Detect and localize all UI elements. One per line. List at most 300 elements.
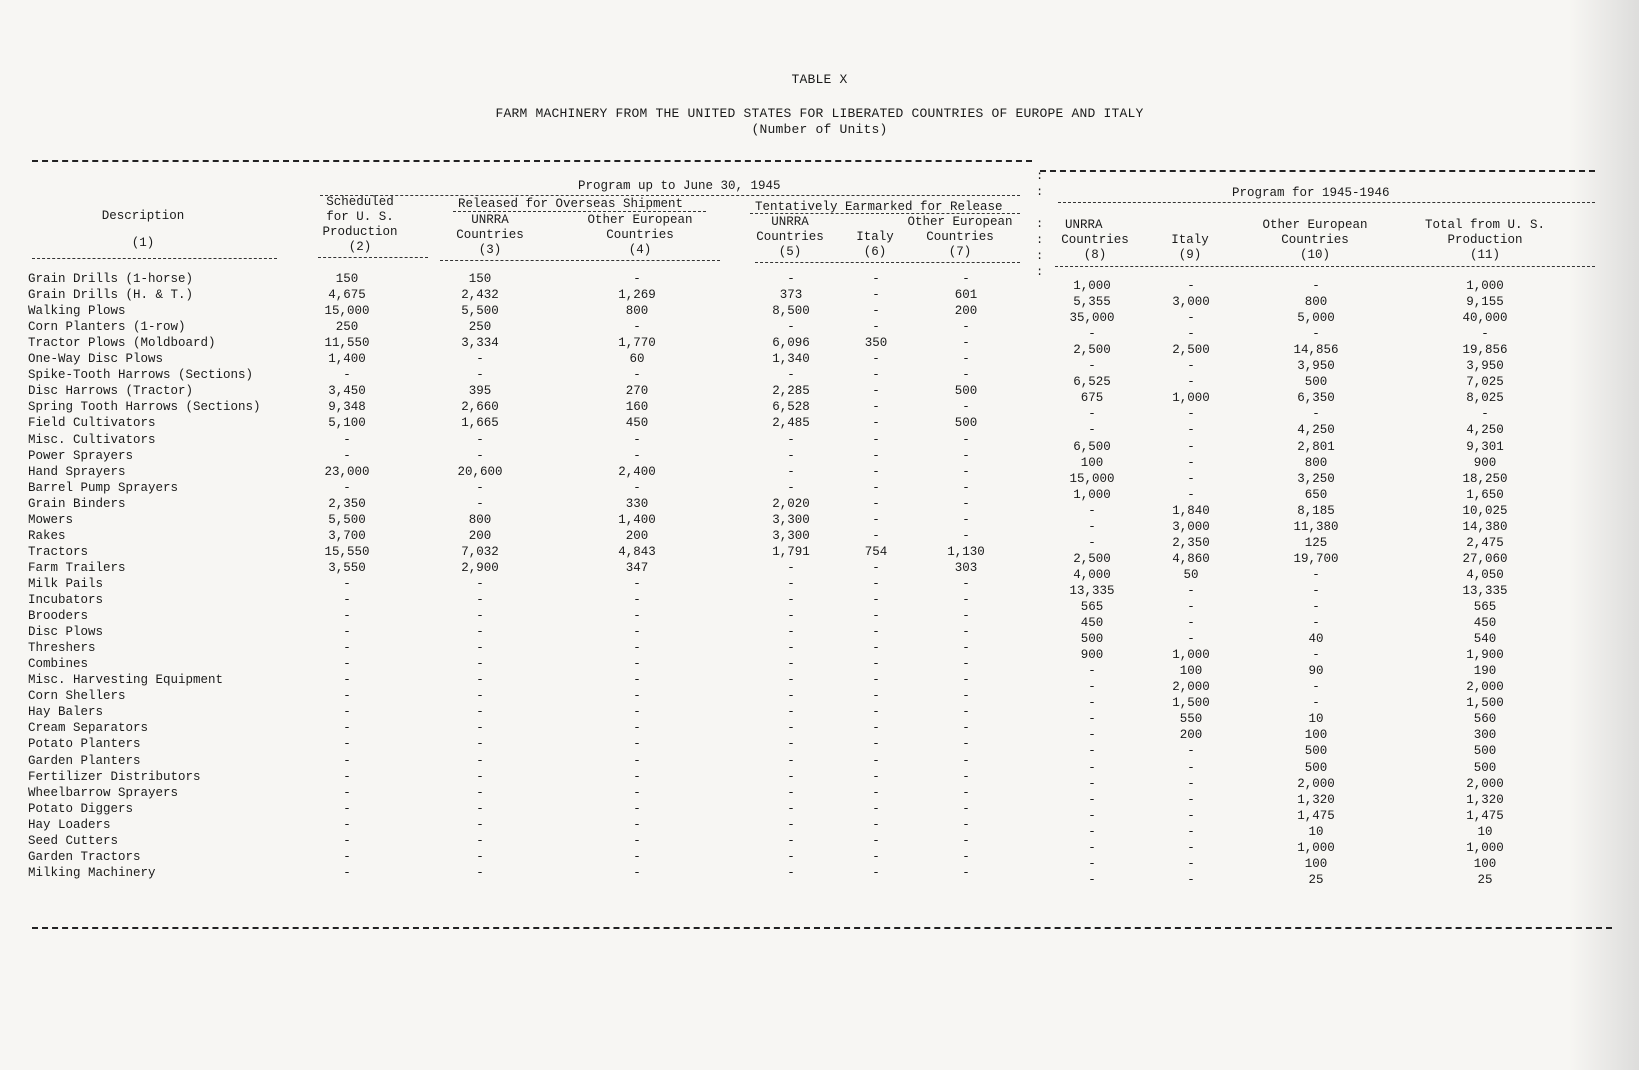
- row-cell-col-7: -: [962, 865, 970, 880]
- row-cell-col-5: 1,791: [772, 544, 810, 559]
- row-description: Disc Harrows (Tractor): [28, 384, 194, 399]
- row-cell-col-8: 900: [1080, 648, 1104, 663]
- row-cell-col-5: -: [787, 657, 795, 672]
- col-header-11: Total from U. S. Production (11): [1424, 218, 1546, 262]
- row-cell-col-9: 50: [1183, 567, 1199, 582]
- row-cell-col-10: 5,000: [1297, 311, 1335, 326]
- row-cell-col-3: -: [476, 576, 484, 591]
- row-cell-col-10: -: [1312, 680, 1320, 695]
- row-description: Rakes: [28, 528, 66, 543]
- row-description: Mowers: [28, 512, 74, 527]
- row-cell-col-6: -: [872, 753, 880, 768]
- row-cell-col-8: 500: [1080, 632, 1104, 647]
- row-cell-col-9: -: [1187, 311, 1195, 326]
- row-cell-col-3: 2,660: [461, 400, 499, 415]
- row-description: Incubators: [28, 593, 104, 607]
- row-cell-col-8: 15,000: [1069, 471, 1115, 486]
- row-cell-col-2: -: [343, 641, 351, 656]
- row-cell-col-9: -: [1187, 375, 1195, 390]
- row-cell-col-9: -: [1187, 327, 1195, 342]
- row-cell-col-2: 5,500: [328, 512, 366, 527]
- row-cell-col-3: 800: [468, 512, 492, 527]
- row-cell-col-10: -: [1312, 696, 1320, 711]
- row-cell-col-10: 500: [1304, 744, 1328, 759]
- row-cell-col-7: -: [962, 705, 970, 720]
- row-cell-col-5: -: [787, 272, 795, 286]
- row-cell-col-10: -: [1312, 407, 1320, 422]
- row-cell-col-9: -: [1187, 279, 1195, 293]
- row-cell-col-5: -: [787, 689, 795, 704]
- row-cell-col-9: 4,860: [1172, 551, 1210, 566]
- row-cell-col-11: 9,155: [1466, 295, 1504, 310]
- row-cell-col-11: 565: [1473, 600, 1497, 614]
- row-cell-col-7: -: [962, 625, 970, 640]
- table-subtitle: (Number of Units): [751, 122, 888, 137]
- row-cell-col-5: -: [787, 705, 795, 720]
- row-cell-col-9: -: [1187, 632, 1195, 647]
- row-description: Walking Plows: [28, 304, 126, 319]
- row-cell-col-4: -: [633, 849, 641, 864]
- row-cell-col-3: -: [476, 593, 484, 607]
- row-cell-col-3: 20,600: [457, 464, 503, 479]
- row-cell-col-8: -: [1088, 856, 1096, 871]
- row-cell-col-3: 250: [468, 320, 492, 335]
- row-cell-col-3: -: [476, 817, 484, 832]
- row-cell-col-4: 1,269: [618, 288, 656, 303]
- col-2-rule: [318, 257, 428, 258]
- row-cell-col-8: -: [1088, 824, 1096, 839]
- row-cell-col-5: -: [787, 737, 795, 752]
- row-cell-col-2: -: [343, 432, 351, 447]
- row-cell-col-5: -: [787, 560, 795, 575]
- row-cell-col-6: -: [872, 368, 880, 383]
- row-cell-col-8: 4,000: [1073, 567, 1111, 582]
- row-cell-col-5: 6,528: [772, 400, 810, 415]
- row-cell-col-4: -: [633, 609, 641, 624]
- row-cell-col-9: -: [1187, 616, 1195, 631]
- row-cell-col-6: -: [872, 769, 880, 784]
- row-cell-col-7: -: [962, 528, 970, 543]
- row-cell-col-8: 6,525: [1073, 375, 1111, 390]
- col-header-2: Scheduled for U. S. Production (2): [322, 195, 398, 254]
- row-description: One-Way Disc Plows: [28, 352, 164, 367]
- row-cell-col-8: 1,000: [1073, 279, 1111, 293]
- section-separator: : : : : : :: [1036, 169, 1044, 279]
- row-cell-col-9: -: [1187, 856, 1195, 871]
- row-cell-col-9: 3,000: [1172, 295, 1210, 310]
- row-cell-col-4: 800: [625, 304, 649, 319]
- row-cell-col-6: -: [872, 480, 880, 495]
- row-cell-col-11: 19,856: [1462, 343, 1508, 358]
- row-cell-col-4: -: [633, 817, 641, 832]
- row-cell-col-11: 14,380: [1462, 519, 1508, 534]
- row-cell-col-5: -: [787, 641, 795, 656]
- group-program-1945-rule: [320, 195, 1020, 196]
- row-cell-col-7: -: [962, 641, 970, 656]
- row-cell-col-11: 8,025: [1466, 391, 1504, 406]
- row-cell-col-3: -: [476, 432, 484, 447]
- row-cell-col-2: -: [343, 448, 351, 463]
- col-header-6: Italy (6): [856, 230, 894, 259]
- row-cell-col-2: -: [343, 737, 351, 752]
- row-cell-col-9: -: [1187, 824, 1195, 839]
- group-released: Released for Overseas Shipment: [458, 197, 684, 211]
- row-cell-col-9: -: [1187, 792, 1195, 807]
- row-cell-col-11: 500: [1473, 744, 1497, 759]
- row-cell-col-4: -: [633, 448, 641, 463]
- row-description: Garden Tractors: [28, 849, 141, 864]
- row-cell-col-11: 1,000: [1466, 279, 1504, 293]
- row-cell-col-3: -: [476, 849, 484, 864]
- row-cell-col-4: -: [633, 480, 641, 495]
- row-cell-col-7: -: [962, 801, 970, 816]
- row-cell-col-11: 13,335: [1462, 583, 1508, 598]
- row-cell-col-11: 3,950: [1466, 359, 1504, 374]
- row-cell-col-9: 3,000: [1172, 519, 1210, 534]
- row-cell-col-7: -: [962, 432, 970, 447]
- row-cell-col-11: 1,000: [1466, 840, 1504, 855]
- row-cell-col-6: -: [872, 625, 880, 640]
- group-tentative-rule: [750, 213, 1020, 214]
- row-cell-col-3: -: [476, 625, 484, 640]
- row-cell-col-5: -: [787, 801, 795, 816]
- page-edge-shadow: [1569, 0, 1639, 1070]
- row-cell-col-7: -: [962, 833, 970, 848]
- row-cell-col-7: -: [962, 721, 970, 736]
- row-cell-col-9: -: [1187, 471, 1195, 486]
- row-cell-col-9: 1,500: [1172, 696, 1210, 711]
- row-cell-col-9: 1,000: [1172, 391, 1210, 406]
- row-cell-col-9: 2,500: [1172, 343, 1210, 358]
- row-cell-col-2: -: [343, 801, 351, 816]
- row-cell-col-5: 1,340: [772, 352, 810, 367]
- row-cell-col-8: -: [1088, 519, 1096, 534]
- row-cell-col-7: -: [962, 817, 970, 832]
- row-cell-col-10: 2,801: [1297, 439, 1335, 454]
- row-cell-col-8: -: [1088, 728, 1096, 743]
- row-cell-col-7: -: [962, 400, 970, 415]
- row-cell-col-7: 500: [954, 384, 978, 399]
- row-cell-col-3: -: [476, 705, 484, 720]
- row-cell-col-7: -: [962, 673, 970, 688]
- row-cell-col-3: 7,032: [461, 544, 499, 559]
- row-cell-col-10: -: [1312, 279, 1320, 293]
- row-cell-col-8: -: [1088, 792, 1096, 807]
- row-cell-col-10: 90: [1308, 664, 1324, 679]
- row-cell-col-10: 8,185: [1297, 503, 1335, 518]
- group-program-1945-1946: Program for 1945-1946: [1232, 186, 1390, 200]
- row-cell-col-2: -: [343, 368, 351, 383]
- row-cell-col-3: -: [476, 368, 484, 383]
- row-description: Combines: [28, 657, 89, 672]
- bottom-rule: [32, 927, 1612, 929]
- row-cell-col-11: 1,900: [1466, 648, 1504, 663]
- row-cell-col-9: -: [1187, 439, 1195, 454]
- row-cell-col-8: 100: [1080, 455, 1104, 470]
- row-cell-col-11: 190: [1473, 664, 1497, 679]
- row-cell-col-7: -: [962, 480, 970, 495]
- row-cell-col-3: 200: [468, 528, 492, 543]
- row-cell-col-5: -: [787, 593, 795, 607]
- row-cell-col-9: 2,350: [1172, 535, 1210, 550]
- col-header-1: Description (1): [101, 209, 185, 250]
- row-cell-col-8: -: [1088, 760, 1096, 775]
- col-header-4: Other European Countries (4): [587, 213, 693, 257]
- row-cell-col-8: -: [1088, 808, 1096, 823]
- row-cell-col-2: -: [343, 593, 351, 607]
- row-cell-col-8: -: [1088, 696, 1096, 711]
- row-cell-col-10: -: [1312, 327, 1320, 342]
- row-cell-col-9: -: [1187, 487, 1195, 502]
- col-1-rule: [32, 258, 277, 259]
- col-header-8: UNRRA Countries (8): [1061, 218, 1129, 262]
- row-cell-col-5: 3,300: [772, 528, 810, 543]
- row-cell-col-7: -: [962, 785, 970, 800]
- row-cell-col-2: 3,450: [328, 384, 366, 399]
- row-cell-col-2: 15,000: [324, 304, 370, 319]
- row-cell-col-10: 500: [1304, 375, 1328, 390]
- row-cell-col-8: 6,500: [1073, 439, 1111, 454]
- row-cell-col-4: 450: [625, 416, 649, 431]
- row-cell-col-3: -: [476, 496, 484, 511]
- row-description: Hay Balers: [28, 705, 104, 720]
- row-cell-col-10: 100: [1304, 856, 1328, 871]
- row-cell-col-4: -: [633, 721, 641, 736]
- row-cell-col-2: 4,675: [328, 288, 366, 303]
- row-cell-col-10: -: [1312, 648, 1320, 663]
- row-cell-col-5: 3,300: [772, 512, 810, 527]
- row-cell-col-6: -: [872, 320, 880, 335]
- row-cell-col-3: -: [476, 448, 484, 463]
- row-cell-col-3: 395: [468, 384, 492, 399]
- row-description: Grain Drills (1-horse): [28, 272, 194, 286]
- row-cell-col-7: -: [962, 496, 970, 511]
- row-cell-col-2: -: [343, 817, 351, 832]
- row-cell-col-9: -: [1187, 423, 1195, 438]
- row-description: Spring Tooth Harrows (Sections): [28, 400, 261, 415]
- row-cell-col-8: -: [1088, 664, 1096, 679]
- row-cell-col-4: 160: [625, 400, 649, 415]
- row-cell-col-7: -: [962, 464, 970, 479]
- row-cell-col-7: -: [962, 849, 970, 864]
- row-cell-col-11: 2,475: [1466, 535, 1504, 550]
- row-cell-col-9: -: [1187, 583, 1195, 598]
- row-description: Misc. Cultivators: [28, 432, 156, 447]
- row-cell-col-11: 9,301: [1466, 439, 1504, 454]
- row-cell-col-4: -: [633, 625, 641, 640]
- row-cell-col-11: 18,250: [1462, 471, 1508, 486]
- row-cell-col-6: -: [872, 416, 880, 431]
- row-description: Threshers: [28, 641, 96, 656]
- group-program-1945: Program up to June 30, 1945: [578, 179, 781, 193]
- row-cell-col-8: -: [1088, 359, 1096, 374]
- row-cell-col-2: -: [343, 673, 351, 688]
- row-cell-col-11: 4,250: [1466, 423, 1504, 438]
- row-cell-col-7: -: [962, 576, 970, 591]
- row-cell-col-9: -: [1187, 872, 1195, 887]
- row-cell-col-7: -: [962, 512, 970, 527]
- row-cell-col-11: 40,000: [1462, 311, 1508, 326]
- row-cell-col-6: -: [872, 352, 880, 367]
- row-description: Potato Diggers: [28, 801, 134, 816]
- row-cell-col-6: -: [872, 560, 880, 575]
- row-description: Cream Separators: [28, 721, 149, 736]
- row-cell-col-2: -: [343, 609, 351, 624]
- row-description: Garden Planters: [28, 753, 141, 768]
- row-cell-col-8: -: [1088, 535, 1096, 550]
- row-cell-col-5: -: [787, 865, 795, 880]
- row-cell-col-5: -: [787, 609, 795, 624]
- row-cell-col-4: 330: [625, 496, 649, 511]
- row-cell-col-4: -: [633, 833, 641, 848]
- col-8-11-rule: [1055, 266, 1595, 267]
- row-cell-col-8: 2,500: [1073, 343, 1111, 358]
- row-cell-col-7: -: [962, 352, 970, 367]
- row-cell-col-5: -: [787, 320, 795, 335]
- row-cell-col-4: 60: [629, 352, 645, 367]
- row-cell-col-10: 500: [1304, 760, 1328, 775]
- row-cell-col-5: -: [787, 448, 795, 463]
- row-cell-col-8: 5,355: [1073, 295, 1111, 310]
- row-description: Tractor Plows (Moldboard): [28, 336, 216, 351]
- row-cell-col-10: 1,475: [1297, 808, 1335, 823]
- row-cell-col-5: -: [787, 849, 795, 864]
- row-cell-col-4: -: [633, 272, 641, 286]
- row-cell-col-3: -: [476, 609, 484, 624]
- row-cell-col-7: 1,130: [947, 544, 985, 559]
- top-rule-right: [1040, 170, 1595, 172]
- row-cell-col-2: -: [343, 705, 351, 720]
- row-cell-col-6: -: [872, 448, 880, 463]
- row-cell-col-11: 2,000: [1466, 776, 1504, 791]
- row-cell-col-3: 150: [468, 272, 492, 286]
- row-cell-col-11: 2,000: [1466, 680, 1504, 695]
- row-cell-col-5: 8,500: [772, 304, 810, 319]
- row-cell-col-9: 200: [1179, 728, 1203, 743]
- row-cell-col-6: -: [872, 833, 880, 848]
- row-cell-col-9: -: [1187, 359, 1195, 374]
- row-cell-col-10: 14,856: [1293, 343, 1339, 358]
- row-cell-col-11: 560: [1473, 712, 1497, 727]
- row-cell-col-9: -: [1187, 407, 1195, 422]
- row-cell-col-4: -: [633, 865, 641, 880]
- row-cell-col-4: -: [633, 593, 641, 607]
- top-rule-left: [32, 160, 1032, 162]
- row-cell-col-3: -: [476, 737, 484, 752]
- row-cell-col-2: -: [343, 721, 351, 736]
- row-cell-col-2: -: [343, 849, 351, 864]
- row-cell-col-3: -: [476, 657, 484, 672]
- row-cell-col-2: 2,350: [328, 496, 366, 511]
- row-cell-col-10: 1,000: [1297, 840, 1335, 855]
- row-cell-col-10: 10: [1308, 824, 1324, 839]
- row-cell-col-11: 450: [1473, 616, 1497, 631]
- row-cell-col-4: -: [633, 705, 641, 720]
- row-cell-col-8: -: [1088, 407, 1096, 422]
- row-cell-col-4: -: [633, 801, 641, 816]
- row-description: Corn Shellers: [28, 689, 126, 704]
- row-cell-col-5: -: [787, 576, 795, 591]
- row-cell-col-4: 4,843: [618, 544, 656, 559]
- group-program-1945-1946-rule: [1058, 202, 1595, 203]
- row-cell-col-8: -: [1088, 423, 1096, 438]
- row-cell-col-2: -: [343, 576, 351, 591]
- row-cell-col-5: 6,096: [772, 336, 810, 351]
- row-description: Power Sprayers: [28, 448, 134, 463]
- row-cell-col-5: -: [787, 817, 795, 832]
- row-cell-col-2: -: [343, 833, 351, 848]
- row-cell-col-7: -: [962, 448, 970, 463]
- row-cell-col-6: -: [872, 496, 880, 511]
- row-cell-col-10: 800: [1304, 455, 1328, 470]
- row-cell-col-5: -: [787, 769, 795, 784]
- row-cell-col-3: 3,334: [461, 336, 499, 351]
- col-5-7-rule: [755, 262, 1020, 263]
- col-header-10: Other European Countries (10): [1262, 218, 1368, 262]
- row-description: Fertilizer Distributors: [28, 769, 201, 784]
- row-description: Disc Plows: [28, 625, 104, 640]
- row-cell-col-11: 10: [1477, 824, 1493, 839]
- row-cell-col-5: -: [787, 464, 795, 479]
- row-description: Spike-Tooth Harrows (Sections): [28, 368, 254, 383]
- row-cell-col-8: -: [1088, 776, 1096, 791]
- row-cell-col-7: 303: [954, 560, 978, 575]
- row-cell-col-3: -: [476, 785, 484, 800]
- row-cell-col-7: -: [962, 336, 970, 351]
- row-cell-col-10: 10: [1308, 712, 1324, 727]
- col-header-9: Italy (9): [1171, 233, 1209, 262]
- row-cell-col-6: -: [872, 400, 880, 415]
- row-cell-col-2: 15,550: [324, 544, 370, 559]
- row-cell-col-11: 1,650: [1466, 487, 1504, 502]
- row-cell-col-4: 347: [625, 560, 649, 575]
- row-cell-col-6: 350: [864, 336, 888, 351]
- row-cell-col-11: -: [1481, 407, 1489, 422]
- row-cell-col-3: -: [476, 801, 484, 816]
- row-cell-col-9: 100: [1179, 664, 1203, 679]
- row-cell-col-9: -: [1187, 760, 1195, 775]
- row-cell-col-5: -: [787, 721, 795, 736]
- row-cell-col-11: 300: [1473, 728, 1497, 743]
- row-cell-col-7: -: [962, 368, 970, 383]
- row-cell-col-5: -: [787, 833, 795, 848]
- row-cell-col-10: 100: [1304, 728, 1328, 743]
- row-cell-col-11: 10,025: [1462, 503, 1508, 518]
- row-cell-col-9: -: [1187, 776, 1195, 791]
- row-cell-col-8: 450: [1080, 616, 1104, 631]
- row-cell-col-5: 2,020: [772, 496, 810, 511]
- row-cell-col-3: 2,432: [461, 288, 499, 303]
- row-cell-col-8: 13,335: [1069, 583, 1115, 598]
- row-cell-col-8: -: [1088, 744, 1096, 759]
- row-cell-col-6: -: [872, 304, 880, 319]
- row-description: Grain Drills (H. & T.): [28, 288, 194, 303]
- row-cell-col-8: 565: [1080, 600, 1104, 614]
- row-cell-col-8: 2,500: [1073, 551, 1111, 566]
- row-cell-col-9: -: [1187, 840, 1195, 855]
- row-cell-col-2: 11,550: [324, 336, 370, 351]
- row-cell-col-11: 25: [1477, 872, 1493, 887]
- row-cell-col-3: -: [476, 689, 484, 704]
- row-description: Farm Trailers: [28, 560, 126, 575]
- row-description: Brooders: [28, 609, 89, 624]
- row-cell-col-3: -: [476, 865, 484, 880]
- row-cell-col-2: -: [343, 480, 351, 495]
- row-description: Tractors: [28, 544, 89, 559]
- row-description: Misc. Harvesting Equipment: [28, 673, 224, 688]
- row-cell-col-2: -: [343, 785, 351, 800]
- row-cell-col-5: 2,285: [772, 384, 810, 399]
